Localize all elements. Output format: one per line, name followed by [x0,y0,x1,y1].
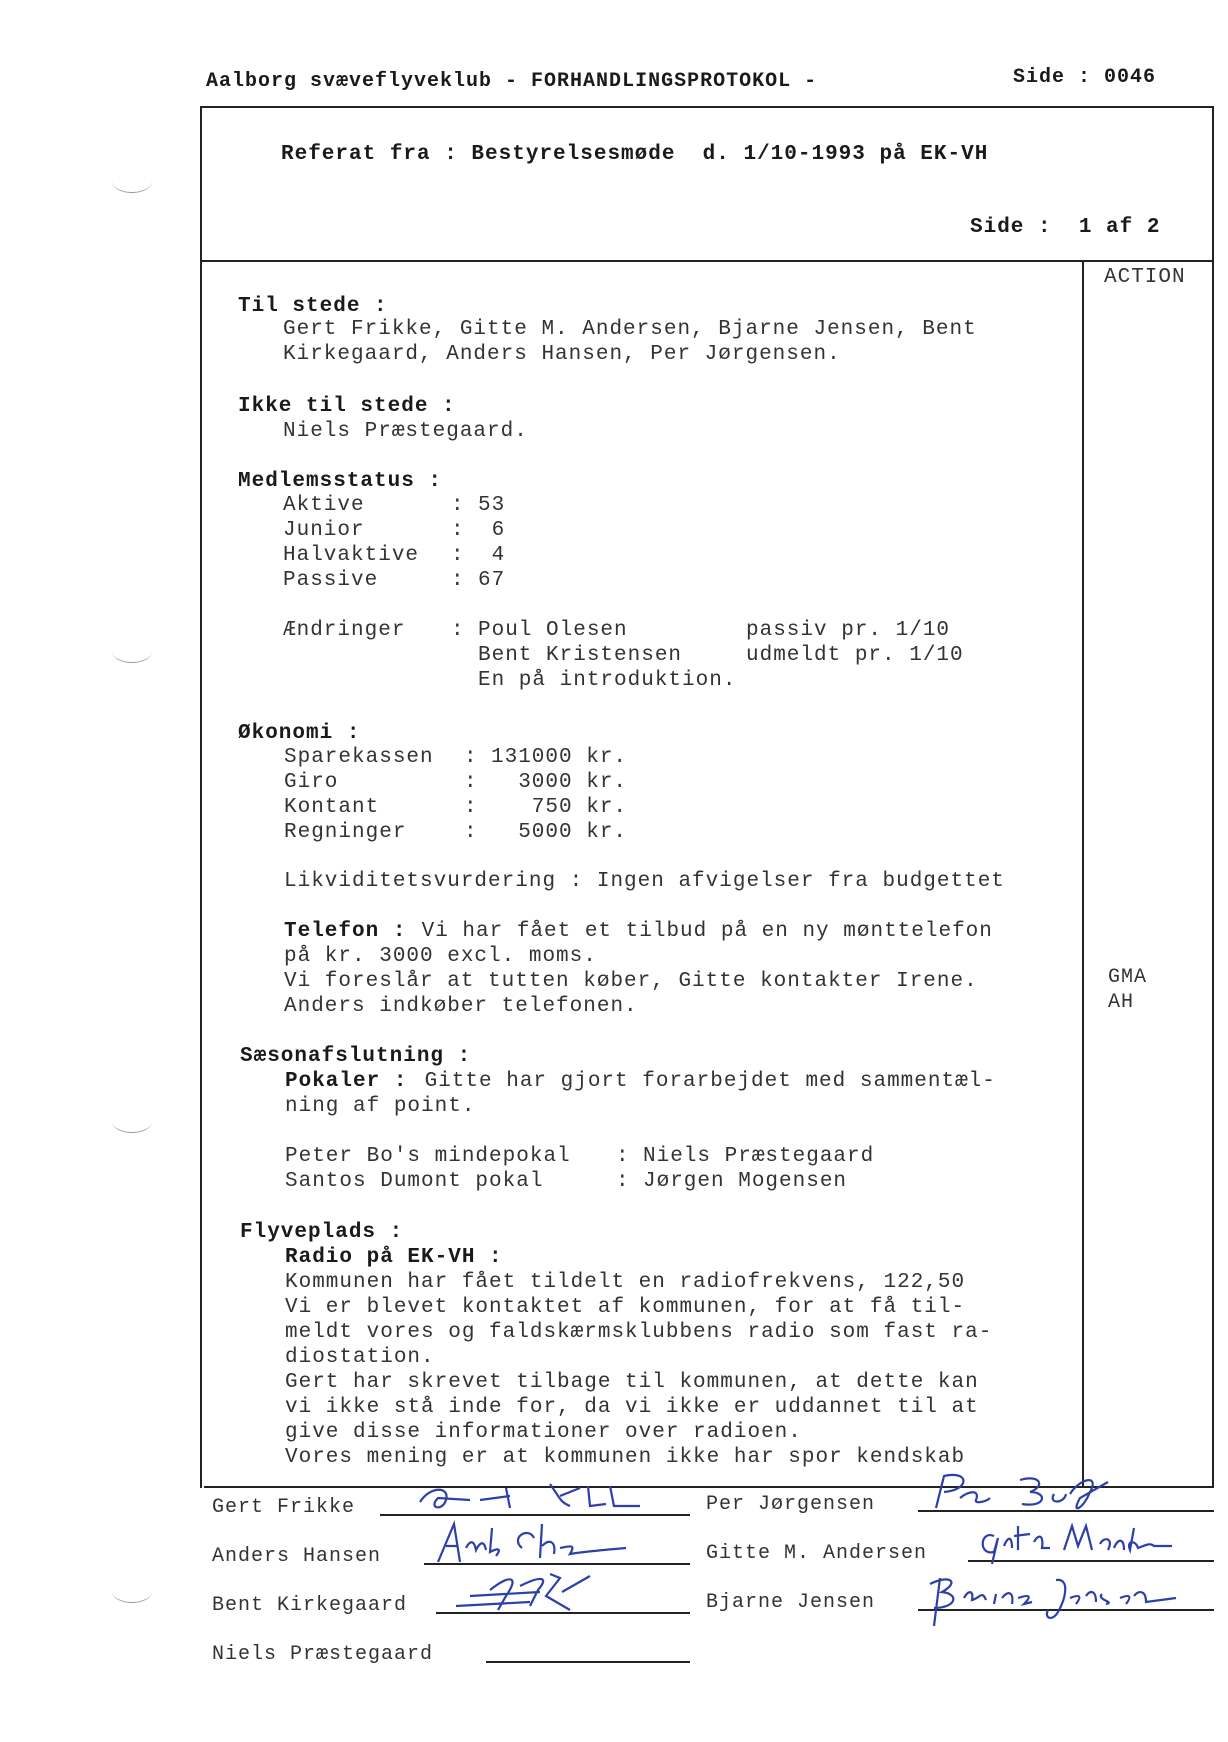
aendring-name: En på introduktion. [478,669,737,692]
award-name: Santos Dumont pokal [285,1170,544,1193]
member-label: Halvaktive [283,544,420,567]
award-colon: : [616,1145,630,1168]
signature-name: Bjarne Jensen [706,1591,876,1614]
oekonomi-colon: : [464,746,478,769]
aendring-name: Poul Olesen [478,619,628,642]
flyveplads-line: meldt vores og faldskærmsklubbens radio som fast ra- [285,1321,993,1344]
pokaler-line: Gitte har gjort forarbejdet med sammentæl- [411,1070,996,1093]
box-top-border [200,106,1214,108]
action-column-divider [1082,260,1084,1488]
telefon-line: på kr. 3000 excl. moms. [284,945,597,968]
flyveplads-line: Gert har skrevet tilbage til kommunen, at dette kan [285,1371,979,1394]
signature-name: Anders Hansen [212,1545,382,1568]
radio-heading: Radio på EK-VH : [285,1246,503,1269]
signature-name: Per Jørgensen [706,1493,876,1516]
member-colon: : [451,519,465,542]
action-column-header: ACTION [1104,266,1186,289]
signature-name: Gert Frikke [212,1496,356,1519]
box-left-border [200,106,202,1488]
punch-hole [112,1580,152,1603]
member-label: Junior [283,519,365,542]
ikke-til-stede-line: Niels Præstegaard. [283,420,528,443]
signature-bjarne-jensen [920,1568,1180,1637]
member-value: 4 [478,544,506,567]
aendringer-colon: : [451,619,465,642]
oekonomi-label: Kontant [284,796,380,819]
flyveplads-line: vi ikke stå inde for, da vi ikke er uddannet til at [285,1396,979,1419]
oekonomi-colon: : [464,821,478,844]
saesonafslutning-heading: Sæsonafslutning : [240,1045,472,1068]
referat-title: Referat fra : Bestyrelsesmøde d. 1/10-1993 på EK-VH [281,143,989,166]
telefon-line: Vi har fået et tilbud på en ny mønttelefon [408,920,993,943]
member-value: 6 [478,519,506,542]
ikke-til-stede-heading: Ikke til stede : [238,395,456,418]
member-colon: : [451,544,465,567]
til-stede-heading: Til stede : [238,295,388,318]
punch-hole [112,1110,152,1133]
likviditet-line: Likviditetsvurdering : Ingen afvigelser fra budgettet [284,870,1005,893]
oekonomi-value: 5000 kr. [491,821,628,844]
flyveplads-line: Kommunen har fået tildelt en radiofrekvens, 122,50 [285,1271,966,1294]
telefon-line: Anders indkøber telefonen. [284,995,638,1018]
til-stede-line: Gert Frikke, Gitte M. Andersen, Bjarne Jensen, Bent [283,318,977,341]
telefon-heading: Telefon : [284,920,407,943]
member-label: Aktive [283,494,365,517]
aendringer-label: Ændringer [283,619,406,642]
action-item: AH [1108,991,1135,1014]
header-page-number: Side : 0046 [1013,66,1157,89]
member-colon: : [451,494,465,517]
referat-divider [200,260,1214,262]
oekonomi-heading: Økonomi : [238,722,361,745]
aendring-status: passiv pr. 1/10 [746,619,951,642]
til-stede-line: Kirkegaard, Anders Hansen, Per Jørgensen. [283,343,841,366]
flyveplads-line: diostation. [285,1346,435,1369]
award-winner: Jørgen Mogensen [643,1170,848,1193]
flyveplads-line: give disse informationer over radioen. [285,1421,802,1444]
member-label: Passive [283,569,379,592]
member-value: 53 [478,494,506,517]
punch-hole [112,640,152,663]
signature-name: Bent Kirkegaard [212,1594,408,1617]
telefon-line: Vi foreslår at tutten køber, Gitte kontakter Irene. [284,970,978,993]
award-colon: : [616,1170,630,1193]
pokaler-heading: Pokaler : [285,1070,408,1093]
action-item: GMA [1108,966,1148,989]
aendring-status: udmeldt pr. 1/10 [746,644,964,667]
oekonomi-value: 3000 kr. [491,771,628,794]
oekonomi-colon: : [464,771,478,794]
signature-line-empty [486,1661,690,1663]
award-winner: Niels Præstegaard [643,1145,875,1168]
signature-bent-kirkegaard [450,1566,610,1625]
aendring-name: Bent Kristensen [478,644,683,667]
oekonomi-label: Regninger [284,821,407,844]
member-colon: : [451,569,465,592]
pokaler-line: ning af point. [285,1095,476,1118]
oekonomi-label: Giro [284,771,339,794]
oekonomi-label: Sparekassen [284,746,434,769]
medlemsstatus-heading: Medlemsstatus : [238,470,443,493]
referat-side: Side : 1 af 2 [970,216,1161,239]
signature-gitte-m-andersen [974,1516,1174,1575]
signature-name: Gitte M. Andersen [706,1542,928,1565]
oekonomi-value: 131000 kr. [491,746,628,769]
member-value: 67 [478,569,506,592]
box-right-border [1212,106,1214,1488]
oekonomi-value: 750 kr. [491,796,628,819]
header-title: Aalborg svæveflyveklub - FORHANDLINGSPROTOKOL - [206,70,818,93]
flyveplads-line: Vi er blevet kontaktet af kommunen, for at få til- [285,1296,966,1319]
flyveplads-heading: Flyveplads : [240,1221,404,1244]
punch-hole [112,170,152,193]
award-name: Peter Bo's mindepokal [285,1145,571,1168]
oekonomi-colon: : [464,796,478,819]
flyveplads-line: Vores mening er at kommunen ikke har spor kendskab [285,1446,966,1469]
signature-name: Niels Præstegaard [212,1643,434,1666]
